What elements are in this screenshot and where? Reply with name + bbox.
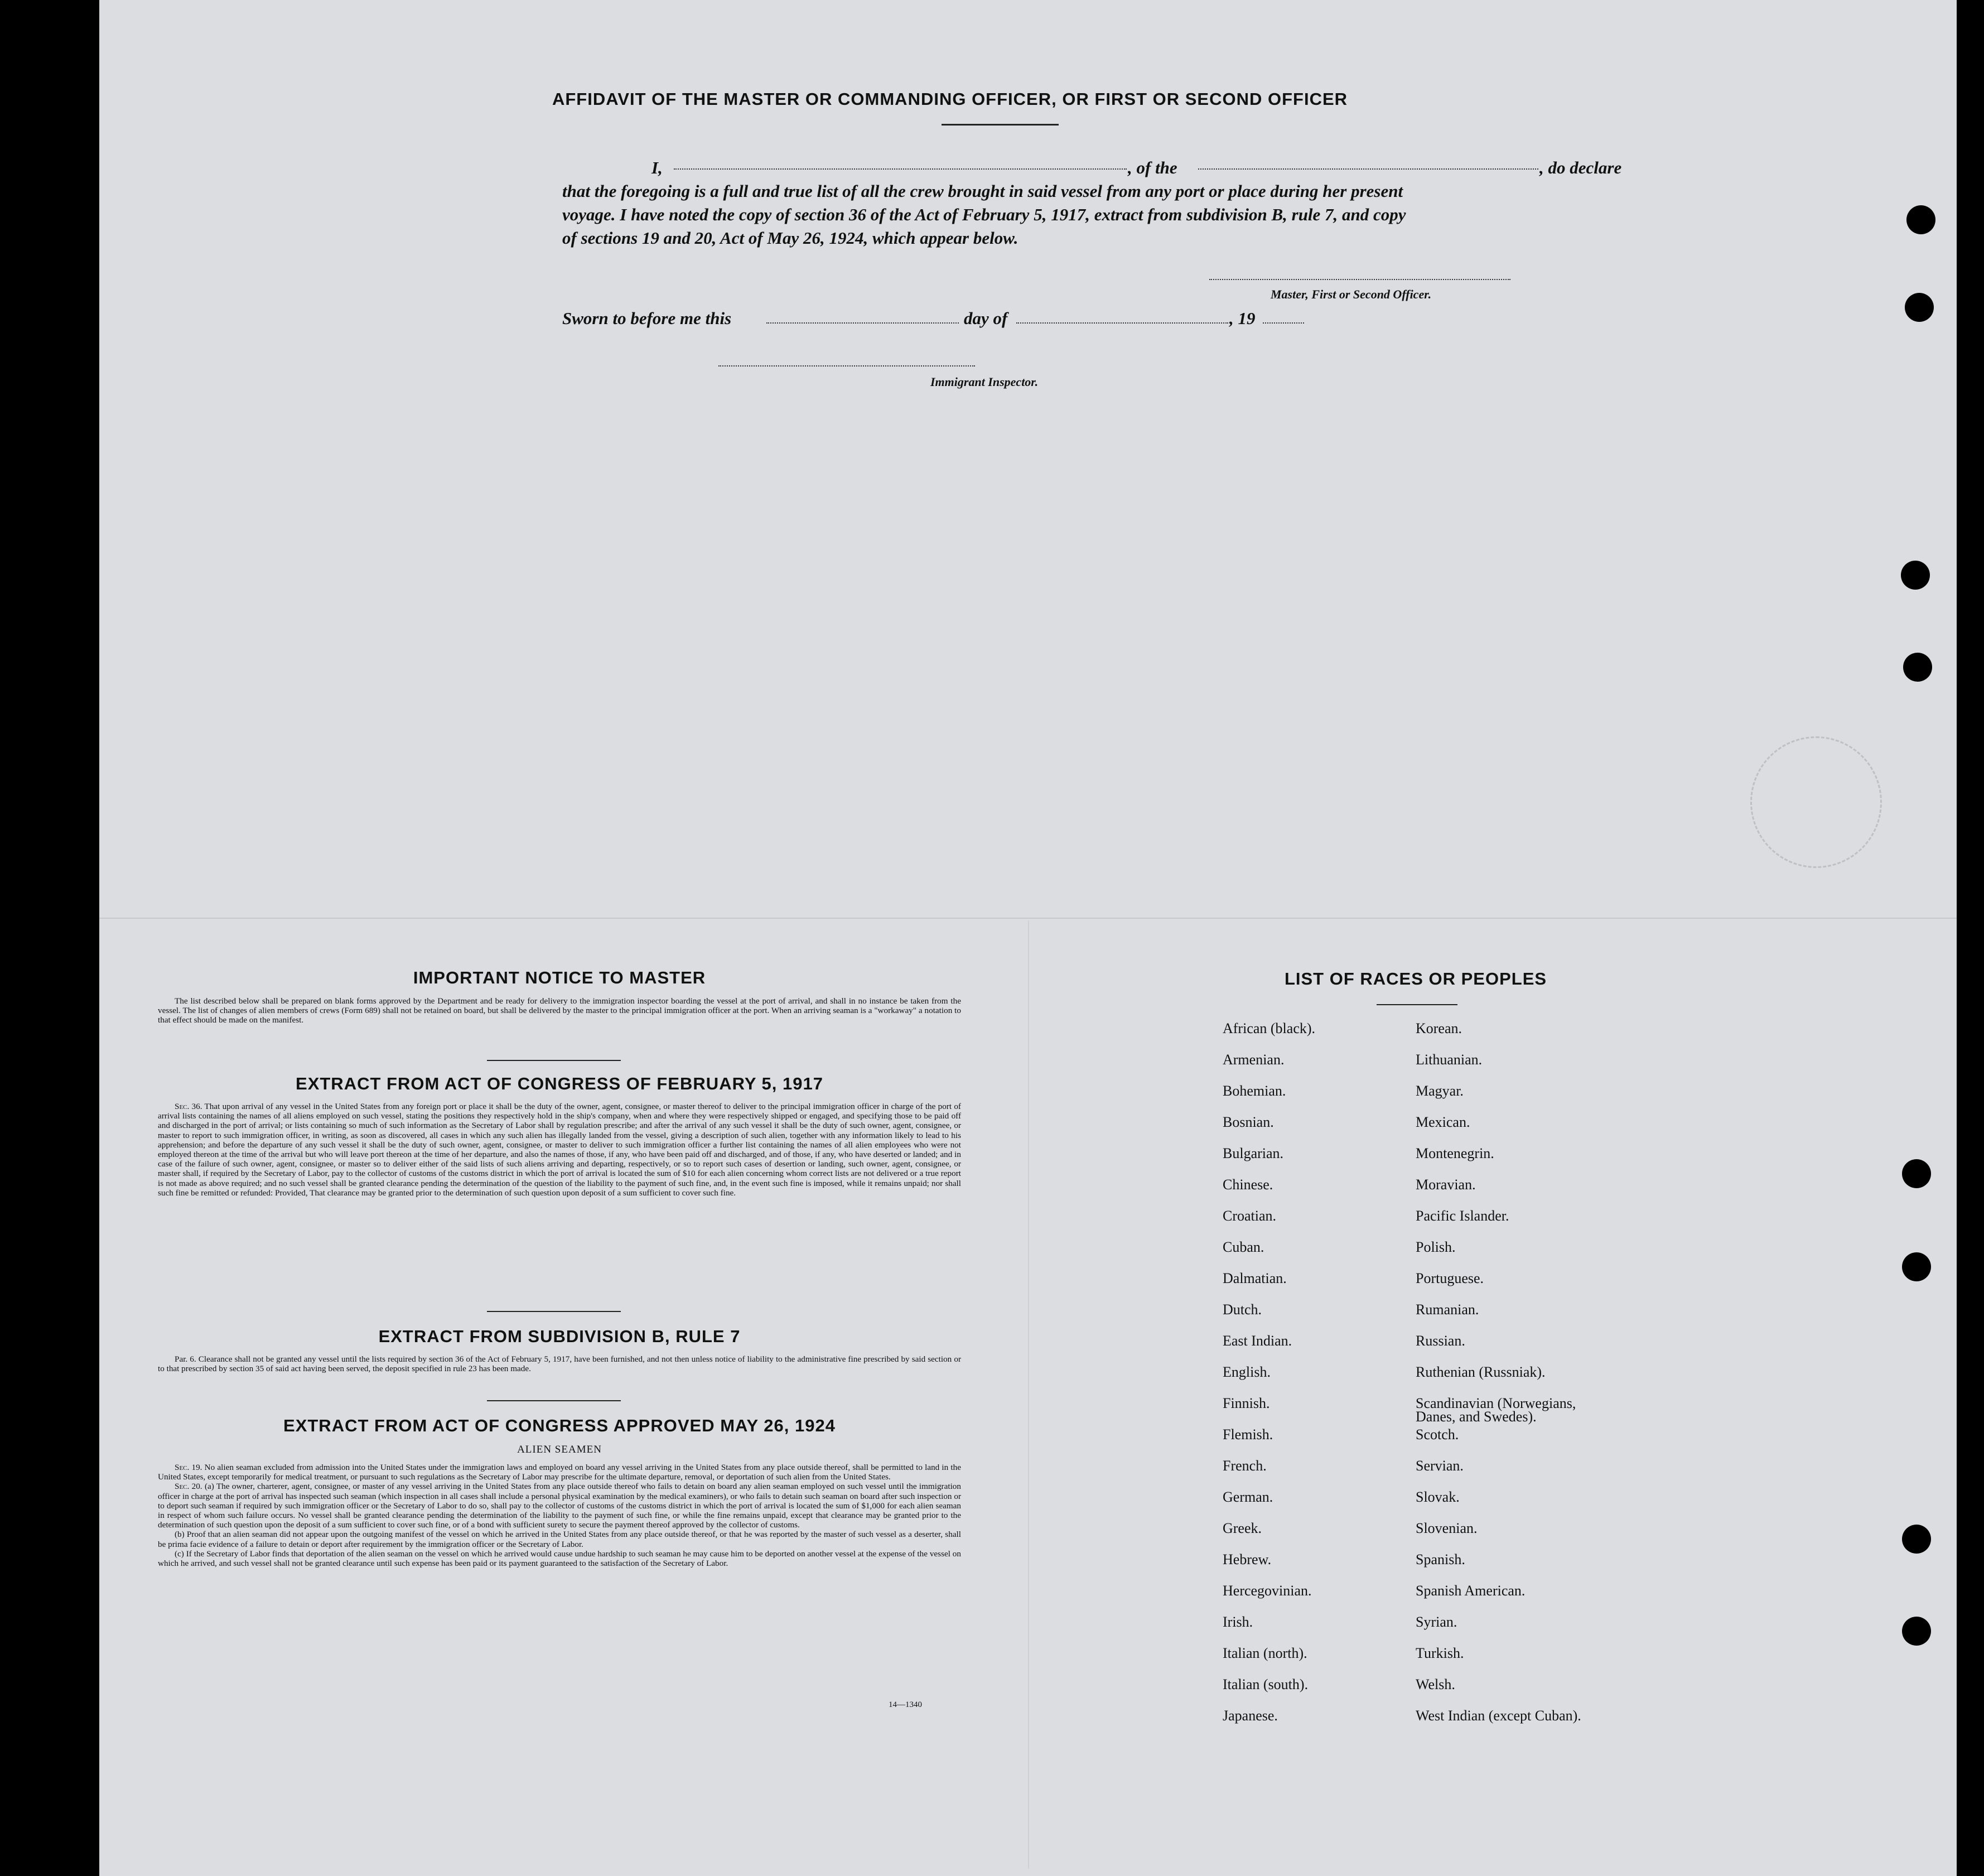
race-item: English. <box>1223 1364 1271 1380</box>
race-item: African (black). <box>1223 1020 1316 1036</box>
race-item: Portuguese. <box>1416 1270 1484 1286</box>
affidavit-line-3: voyage. I have noted the copy of section 36 of the Act of February 5, 1917, extract from subdivision B, rule 7, and copy <box>562 205 1406 224</box>
race-item: German. <box>1223 1489 1273 1505</box>
inspector-caption: Immigrant Inspector. <box>930 375 1039 389</box>
extract2-title: EXTRACT FROM SUBDIVISION B, RULE 7 <box>378 1327 741 1346</box>
race-item: Dalmatian. <box>1223 1270 1287 1286</box>
faint-seal-stamp <box>1750 736 1882 868</box>
notice-text <box>158 996 961 1025</box>
race-item: Hercegovinian. <box>1223 1583 1312 1599</box>
race-item: Armenian. <box>1223 1052 1285 1068</box>
sworn-prefix: Sworn to before me this <box>562 308 732 328</box>
sec36-label: Sec. 36. <box>175 1102 202 1111</box>
title-rule <box>942 124 1059 126</box>
rule7-text: Par. 6. Clearance shall not be granted any vessel until the lists required by section 36 of the Act of February 5, 1917, have been furnished, and not then unless notice of liability to the administrative fine prescribed by said section or to that prescribed by section 35 of said act having been served, the deposit specified in rule 23 has been made. <box>158 1354 961 1374</box>
race-item: Japanese. <box>1223 1708 1278 1724</box>
sec19-label: Sec. 19. <box>175 1463 202 1472</box>
sworn-line <box>562 307 1399 330</box>
race-item: Flemish. <box>1223 1426 1273 1443</box>
sworn-date-blank <box>766 322 959 324</box>
races-title: LIST OF RACES OR PEOPLES <box>1284 969 1547 988</box>
extract1-title: EXTRACT FROM ACT OF CONGRESS OF FEBRUARY 5, 1917 <box>296 1074 823 1093</box>
sec20c-text: (c) If the Secretary of Labor finds that deportation of the alien seaman on the vessel on which he arrived would cause undue hardship to such seaman he may cause him to be deported on another vessel at the expense of the vessel on which he arrived, and such vessel shall not be granted clearance until such expense has been paid or its payment guaranteed to the satisfaction of the Secretary of Labor. <box>158 1549 961 1569</box>
race-item: Hebrew. <box>1223 1551 1272 1568</box>
sec19-text: No alien seaman excluded from admission into the United States under the immigration laws and employed on board any vessel arriving in the United States from any place outside thereof, shall be permitted to land in the United States, except temporarily for medical treatment, or pursuant to such regulations as the Secretary of Labor may prescribe for the ultimate departure, removal, or deportation of such alien from the United States. <box>158 1463 961 1482</box>
inspector-line <box>718 365 975 366</box>
race-item: French. <box>1223 1458 1267 1474</box>
affidavit-title: AFFIDAVIT OF THE MASTER OR COMMANDING OFFICER, OR FIRST OR SECOND OFFICER <box>552 89 1348 109</box>
race-item: Turkish. <box>1416 1645 1464 1661</box>
affidavit-of-the: , of the <box>1128 158 1177 177</box>
punch-hole <box>1902 1252 1931 1281</box>
affidavit-declare: , do declare <box>1539 158 1622 177</box>
punch-hole <box>1906 205 1935 234</box>
extract3-title: EXTRACT FROM ACT OF CONGRESS APPROVED MAY 26, 1924 <box>283 1416 836 1435</box>
document-page <box>99 0 1957 1876</box>
sec20-label: Sec. 20. <box>175 1482 202 1492</box>
race-item: Korean. <box>1416 1020 1462 1036</box>
race-item: Magyar. <box>1416 1083 1464 1099</box>
race-item: Rumanian. <box>1416 1301 1479 1318</box>
form-number: 14—1340 <box>889 1700 922 1709</box>
race-item: Scotch. <box>1416 1426 1459 1443</box>
race-item: Irish. <box>1223 1614 1253 1630</box>
race-item: Spanish American. <box>1416 1583 1526 1599</box>
race-item: Welsh. <box>1416 1676 1455 1692</box>
race-item: Montenegrin. <box>1416 1145 1494 1161</box>
race-item: Moravian. <box>1416 1176 1476 1193</box>
rule <box>487 1060 621 1061</box>
race-item: East Indian. <box>1223 1333 1292 1349</box>
race-item: Greek. <box>1223 1520 1262 1536</box>
race-item: West Indian (except Cuban). <box>1416 1708 1581 1724</box>
race-item: Russian. <box>1416 1333 1465 1349</box>
sec20b-text: (b) Proof that an alien seaman did not appear upon the outgoing manifest of the vessel on which he arrived in the United States from any place outside thereof, or that he was reported by the master of such vessel as a deserter, shall be prima facie evidence of a failure to detain or deport after requirement by the immigration officer or the Secretary of Labor. <box>158 1530 961 1549</box>
race-item: Slovenian. <box>1416 1520 1478 1536</box>
punch-hole <box>1905 293 1934 322</box>
fold-line <box>99 918 1957 919</box>
name-blank <box>674 168 1127 170</box>
notice-paragraph: The list described below shall be prepared on blank forms approved by the Department and be ready for delivery to the immigration inspector boarding the vessel at the port of arrival, and shall in no instance be taken from the vessel. The list of changes of alien members of crews (Form 689) shall not be retained on board, but shall be delivered by the master to the principal immigration officer at the port. When an arriving seaman is a "workaway" a notation to that effect should be made on the manifest. <box>158 996 961 1025</box>
punch-hole <box>1902 1617 1931 1646</box>
race-item: Pacific Islander. <box>1416 1208 1509 1224</box>
affidavit-line-4: of sections 19 and 20, Act of May 26, 1924, which appear below. <box>562 228 1018 248</box>
extract3-subtitle: ALIEN SEAMEN <box>517 1444 602 1455</box>
punch-hole <box>1901 561 1930 590</box>
sworn-year: , 19 <box>1229 308 1256 328</box>
race-item: Syrian. <box>1416 1614 1457 1630</box>
race-item: Slovak. <box>1416 1489 1460 1505</box>
race-item: Ruthenian (Russniak). <box>1416 1364 1546 1380</box>
sec36-text: That upon arrival of any vessel in the United States from any foreign port or place it shall be the duty of the owner, agent, consignee, or master thereof to deliver to the principal immigration officer in charge of the port of arrival lists containing the names of all aliens employed on such vessel, stating the positions they respectively hold in the ship's company, when and where they were respectively shipped or engaged, and specifying those to be paid off and discharged in the port of arrival; or lists containing so much of such information as the Secretary of Labor shall by regulation prescribe; and after the arrival of any such vessel it shall be the duty of such owner, agent, consignee, or master to report to such immigration officer, in writing, as soon as discovered, all cases in which any such alien has illegally landed from the vessel, giving a description of such alien, together with any information likely to lead to his apprehension; and before the departure of any such vessel it shall be the duty of such owner, agent, consignee, or master to deliver to such immigration officer a further list containing the names of all alien employees who were not employed thereon at the time of the arrival but who will leave port thereon at the time of her departure, and also the names of those, if any, who have been paid off and discharged, and of those, if any, who have deserted or landed; and in case of the failure of such owner, agent, consignee, or master so to deliver either of the said lists of such aliens arriving and departing, respectively, or so to report such cases of desertion or landing, such owner, agent, consignee, or master shall, if required by the Secretary of Labor, pay to the collector of customs of the customs district in which the port of arrival is located the sum of $10 for each alien concerning whom correct lists are not delivered or a true report is not made as above required; and no such vessel shall be granted clearance pending the determination of the question of the liability to the payment of such fine, and, in the event such fine is imposed, while it remains unpaid; nor shall such fine be remitted or refunded: Provided, That clearance may be granted prior to the determination of such question upon deposit of a sum sufficient to cover such fine. <box>158 1102 961 1198</box>
race-item: Croatian. <box>1223 1208 1277 1224</box>
vessel-blank <box>1198 168 1538 170</box>
affidavit-i: I, <box>651 158 663 177</box>
extract1-body <box>158 1102 961 1198</box>
races-title-rule <box>1377 1004 1457 1005</box>
race-item: Cuban. <box>1223 1239 1264 1255</box>
race-item: Italian (south). <box>1223 1676 1309 1692</box>
punch-hole <box>1903 653 1932 682</box>
fold-line-vertical <box>1028 920 1029 1869</box>
race-item: Finnish. <box>1223 1395 1270 1411</box>
race-item: Bohemian. <box>1223 1083 1286 1099</box>
race-item: Spanish. <box>1416 1551 1465 1568</box>
race-item: Dutch. <box>1223 1301 1262 1318</box>
sworn-year-blank <box>1263 322 1304 324</box>
race-item: Scandinavian (Norwegians, Danes, and Swedes). <box>1416 1395 1576 1425</box>
race-item: Chinese. <box>1223 1176 1273 1193</box>
punch-hole <box>1902 1525 1931 1554</box>
race-item: Bulgarian. <box>1223 1145 1284 1161</box>
race-item: Lithuanian. <box>1416 1052 1483 1068</box>
signature-line <box>1209 279 1510 280</box>
rule <box>487 1311 621 1312</box>
sec20-text: (a) The owner, charterer, agent, consignee, or master of any vessel arriving in the United States from any place outside thereof who fails to detain on board any alien seaman employed on such vessel until the immigration officer in charge at the port of arrival has inspected such seaman (which inspection in all cases shall include a personal physical examination by the medical examiners), or who fails to detain such seaman on board after such inspection or to deport such seaman if required by such immigration officer or the Secretary of Labor to do so, shall pay to the collector of customs of the customs district in which the port of arrival is located the sum of $1,000 for each alien seaman in respect of whom such failure occurs. No vessel shall be granted clearance pending the determination of the liability to the payment of such fine, or while the fine remains unpaid, except that clearance may be granted prior to the determination of such question upon the deposit of a sum sufficient to cover such fine, or of a bond with sufficient surety to secure the payment thereof approved by the collector of customs. <box>158 1482 961 1530</box>
rule <box>487 1400 621 1401</box>
race-item: Bosnian. <box>1223 1114 1274 1130</box>
race-item: Italian (north). <box>1223 1645 1307 1661</box>
race-item: Polish. <box>1416 1239 1456 1255</box>
extract3-body <box>158 1463 961 1568</box>
affidavit-line-2: that the foregoing is a full and true list of all the crew brought in said vessel from any port or place during her present <box>562 181 1403 201</box>
sworn-day-of: day of <box>964 308 1008 328</box>
signature-caption: Master, First or Second Officer. <box>1271 287 1432 301</box>
extract2-body <box>158 1354 961 1373</box>
race-item: Servian. <box>1416 1458 1464 1474</box>
notice-title: IMPORTANT NOTICE TO MASTER <box>413 968 706 987</box>
sworn-month-blank <box>1016 322 1228 324</box>
race-item: Mexican. <box>1416 1114 1470 1130</box>
affidavit-body <box>562 156 1655 250</box>
punch-hole <box>1902 1159 1931 1188</box>
